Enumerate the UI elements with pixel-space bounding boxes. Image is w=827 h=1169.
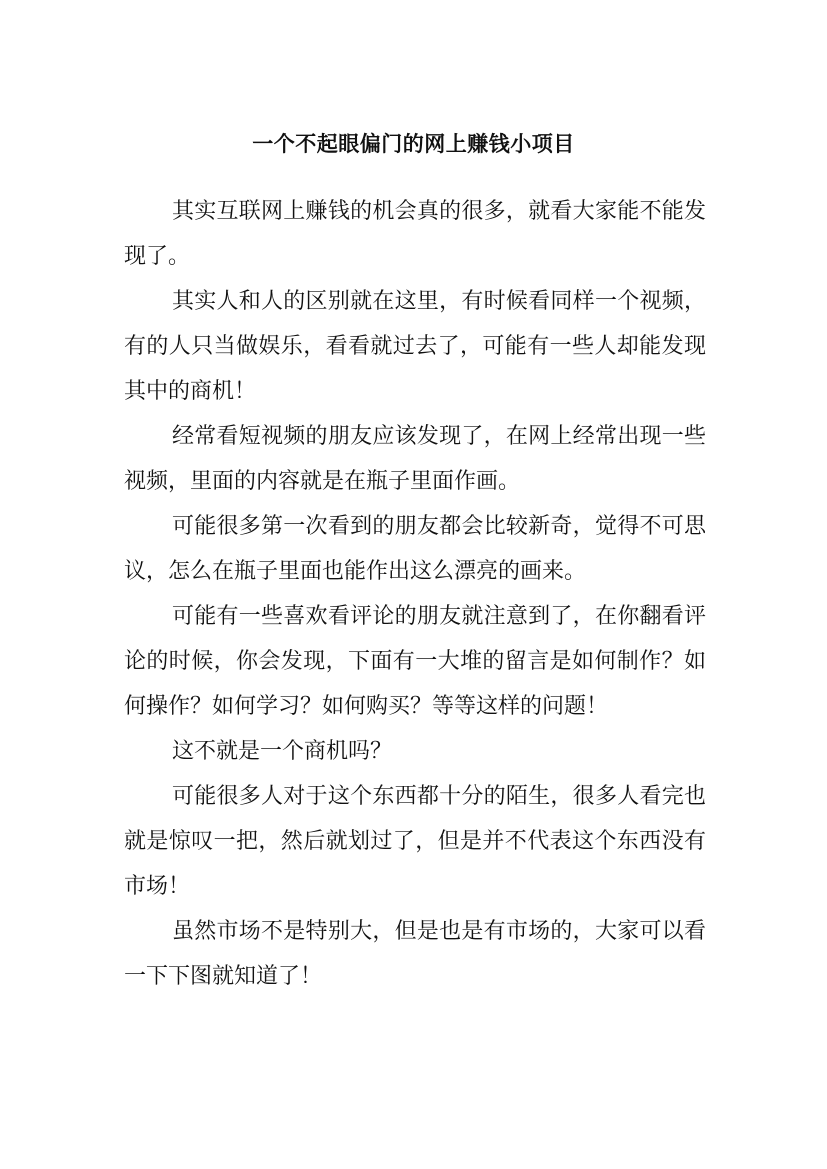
paragraph: 其实人和人的区别就在这里，有时候看同样一个视频，有的人只当做娱乐，看看就过去了，可能有一些人却能发现其中的商机！ [124,289,706,404]
document-body [124,189,706,999]
paragraph: 经常看短视频的朋友应该发现了，在网上经常出现一些视频，里面的内容就是在瓶子里面作画。 [124,424,706,494]
paragraph: 可能很多第一次看到的朋友都会比较新奇，觉得不可思议，怎么在瓶子里面也能作出这么漂亮的画来。 [124,514,706,584]
document-title: 一个不起眼偏门的网上赚钱小项目 [252,131,575,156]
paragraph: 这不就是一个商机吗？ [172,739,393,764]
paragraph: 虽然市场不是特别大，但是也是有市场的，大家可以看一下下图就知道了！ [124,919,706,989]
paragraph: 可能有一些喜欢看评论的朋友就注意到了，在你翻看评论的时候，你会发现，下面有一大堆的留言是如何制作？如何操作？如何学习？如何购买？等等这样的问题！ [124,604,706,719]
paragraph: 可能很多人对于这个东西都十分的陌生，很多人看完也就是惊叹一把，然后就划过了，但是并不代表这个东西没有市场！ [124,784,706,899]
paragraph: 其实互联网上赚钱的机会真的很多，就看大家能不能发现了。 [124,199,706,269]
